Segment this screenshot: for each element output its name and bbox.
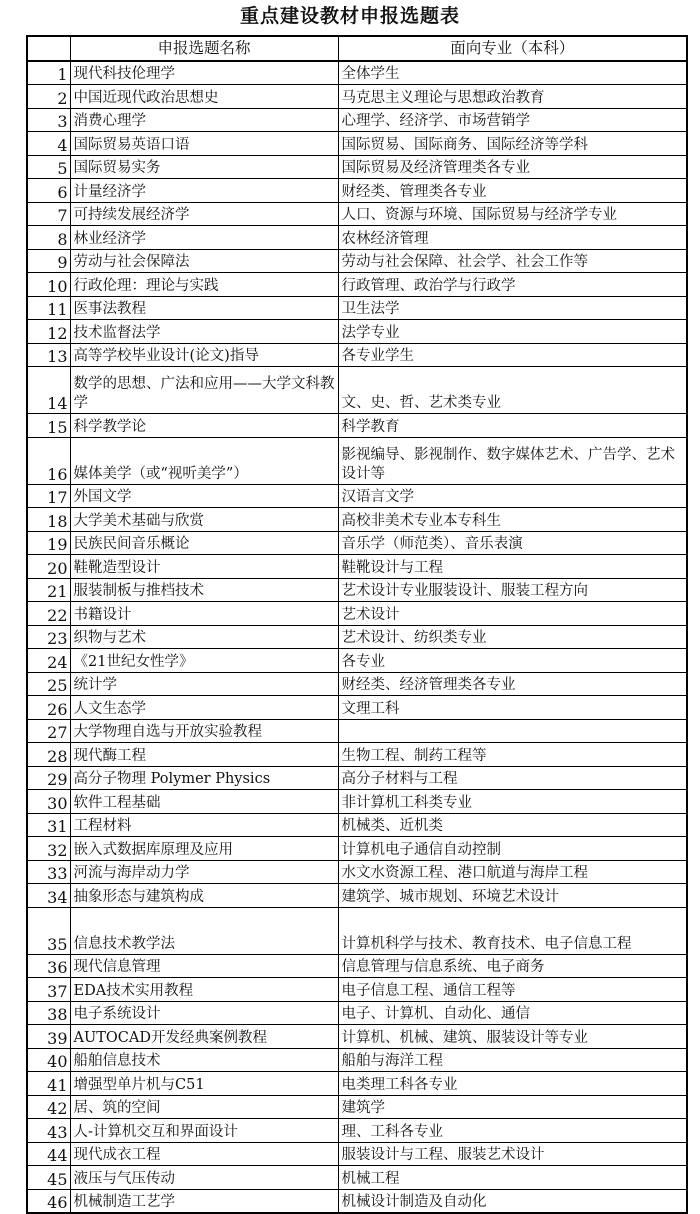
topic-name-cell: 船舶信息技术	[70, 1048, 338, 1072]
row-number: 20	[27, 555, 70, 579]
header-row	[27, 36, 687, 61]
row-number: 11	[27, 296, 70, 320]
table-row	[27, 1142, 687, 1166]
table-row	[27, 1048, 687, 1072]
topic-name-cell: 信息技术教学法	[70, 907, 338, 954]
row-number: 26	[27, 696, 70, 720]
table-row	[27, 367, 687, 414]
table-row	[27, 696, 687, 720]
table-row	[27, 672, 687, 696]
table-row	[27, 1095, 687, 1119]
topic-name-cell: 液压与气压传动	[70, 1166, 338, 1190]
target-major-cell: 劳动与社会保障、社会学、社会工作等	[338, 249, 687, 273]
target-major-cell: 机械类、近机类	[338, 813, 687, 837]
target-major-cell: 理、工科各专业	[338, 1119, 687, 1143]
row-number: 7	[27, 202, 70, 226]
row-number: 46	[27, 1189, 70, 1213]
target-major-cell: 计算机、机械、建筑、服装设计等专业	[338, 1025, 687, 1049]
target-major-cell: 马克思主义理论与思想政治教育	[338, 85, 687, 109]
target-major-cell: 水文水资源工程、港口航道与海岸工程	[338, 860, 687, 884]
target-major-cell: 艺术设计	[338, 602, 687, 626]
topic-name-cell: 民族民间音乐概论	[70, 531, 338, 555]
target-major-cell: 高校非美术专业本专科生	[338, 508, 687, 532]
topic-name-cell: 国际贸易英语口语	[70, 132, 338, 156]
row-number: 32	[27, 837, 70, 861]
target-major-cell: 音乐学（师范类）、音乐表演	[338, 531, 687, 555]
table-row	[27, 1072, 687, 1096]
row-number: 5	[27, 155, 70, 179]
target-major-cell: 艺术设计专业服装设计、服装工程方向	[338, 578, 687, 602]
table-row	[27, 508, 687, 532]
table-row	[27, 578, 687, 602]
row-number: 44	[27, 1142, 70, 1166]
table-row	[27, 61, 687, 85]
table-row	[27, 719, 687, 743]
topic-name-cell: 中国近现代政治思想史	[70, 85, 338, 109]
row-number: 31	[27, 813, 70, 837]
target-major-cell: 各专业学生	[338, 343, 687, 367]
row-number: 8	[27, 226, 70, 250]
topic-name-cell: 数学的思想、广法和应用——大学文科教学	[70, 367, 338, 414]
row-number: 27	[27, 719, 70, 743]
table-row	[27, 273, 687, 297]
table-row	[27, 649, 687, 673]
row-number: 40	[27, 1048, 70, 1072]
row-number: 16	[27, 437, 70, 484]
topic-name-cell: 软件工程基础	[70, 790, 338, 814]
topic-name-cell: 电子系统设计	[70, 1001, 338, 1025]
target-major-cell: 心理学、经济学、市场营销学	[338, 108, 687, 132]
topic-name-cell: 书籍设计	[70, 602, 338, 626]
table-row	[27, 484, 687, 508]
topic-name-cell: EDA技术实用教程	[70, 978, 338, 1002]
topic-name-cell: 林业经济学	[70, 226, 338, 250]
row-number: 41	[27, 1072, 70, 1096]
target-major-cell: 财经类、经济管理类各专业	[338, 672, 687, 696]
row-number: 9	[27, 249, 70, 273]
row-number: 18	[27, 508, 70, 532]
row-number: 21	[27, 578, 70, 602]
table-row	[27, 85, 687, 109]
row-number: 37	[27, 978, 70, 1002]
target-major-cell: 计算机科学与技术、教育技术、电子信息工程	[338, 907, 687, 954]
table-row	[27, 813, 687, 837]
target-major-cell: 电类理工科各专业	[338, 1072, 687, 1096]
table-row	[27, 625, 687, 649]
topic-name-cell: 《21世纪女性学》	[70, 649, 338, 673]
target-major-cell: 艺术设计、纺织类专业	[338, 625, 687, 649]
topic-name-cell: 服装制板与推档技术	[70, 578, 338, 602]
table-row	[27, 884, 687, 908]
target-major-cell: 文、史、哲、艺术类专业	[338, 367, 687, 414]
topic-name-cell: 大学物理自选与开放实验教程	[70, 719, 338, 743]
target-major-cell: 汉语言文学	[338, 484, 687, 508]
table-row	[27, 296, 687, 320]
table-row	[27, 249, 687, 273]
row-number: 3	[27, 108, 70, 132]
target-major-cell: 卫生法学	[338, 296, 687, 320]
target-major-cell: 财经类、管理类各专业	[338, 179, 687, 203]
topic-name-cell: 现代成衣工程	[70, 1142, 338, 1166]
row-number: 42	[27, 1095, 70, 1119]
target-major-cell: 各专业	[338, 649, 687, 673]
topic-table	[26, 35, 688, 1214]
row-number: 25	[27, 672, 70, 696]
target-major-cell: 高分子材料与工程	[338, 766, 687, 790]
row-number: 43	[27, 1119, 70, 1143]
target-major-cell: 机械设计制造及自动化	[338, 1189, 687, 1213]
table-row	[27, 179, 687, 203]
topic-name-cell: 人文生态学	[70, 696, 338, 720]
target-major-cell: 服装设计与工程、服装艺术设计	[338, 1142, 687, 1166]
topic-name-cell: 现代酶工程	[70, 743, 338, 767]
table-row	[27, 226, 687, 250]
table-row	[27, 1025, 687, 1049]
table-row	[27, 1119, 687, 1143]
topic-name-cell: 统计学	[70, 672, 338, 696]
table-row	[27, 602, 687, 626]
topic-name-cell: AUTOCAD开发经典案例教程	[70, 1025, 338, 1049]
topic-name-cell: 增强型单片机与C51	[70, 1072, 338, 1096]
topic-name-cell: 人-计算机交互和界面设计	[70, 1119, 338, 1143]
topic-name-cell: 大学美术基础与欣赏	[70, 508, 338, 532]
table-row	[27, 414, 687, 438]
target-major-cell: 生物工程、制药工程等	[338, 743, 687, 767]
topic-name-cell: 抽象形态与建筑构成	[70, 884, 338, 908]
table-row	[27, 1189, 687, 1213]
table-row	[27, 790, 687, 814]
header-number	[27, 36, 70, 61]
table-row	[27, 155, 687, 179]
target-major-cell: 人口、资源与环境、国际贸易与经济学专业	[338, 202, 687, 226]
topic-name-cell: 嵌入式数据库原理及应用	[70, 837, 338, 861]
target-major-cell: 机械工程	[338, 1166, 687, 1190]
table-body	[27, 61, 687, 1213]
row-number: 15	[27, 414, 70, 438]
row-number: 35	[27, 907, 70, 954]
topic-name-cell: 高分子物理 Polymer Physics	[70, 766, 338, 790]
target-major-cell: 鞋靴设计与工程	[338, 555, 687, 579]
target-major-cell: 信息管理与信息系统、电子商务	[338, 954, 687, 978]
table-row	[27, 837, 687, 861]
topic-name-cell: 技术监督法学	[70, 320, 338, 344]
page-title: 重点建设教材申报选题表	[239, 5, 460, 27]
table-row	[27, 766, 687, 790]
row-number: 30	[27, 790, 70, 814]
row-number: 34	[27, 884, 70, 908]
row-number: 4	[27, 132, 70, 156]
topic-name-cell: 机械制造工艺学	[70, 1189, 338, 1213]
topic-name-cell: 鞋靴造型设计	[70, 555, 338, 579]
topic-name-cell: 外国文学	[70, 484, 338, 508]
row-number: 2	[27, 85, 70, 109]
table-row	[27, 531, 687, 555]
table-row	[27, 343, 687, 367]
target-major-cell: 电子、计算机、自动化、通信	[338, 1001, 687, 1025]
table-row	[27, 978, 687, 1002]
target-major-cell: 建筑学	[338, 1095, 687, 1119]
target-major-cell: 农林经济管理	[338, 226, 687, 250]
target-major-cell: 文理工科	[338, 696, 687, 720]
topic-name-cell: 可持续发展经济学	[70, 202, 338, 226]
row-number: 22	[27, 602, 70, 626]
target-major-cell: 影视编导、影视制作、数字媒体艺术、广告学、艺术设计等	[338, 437, 687, 484]
topic-name-cell: 工程材料	[70, 813, 338, 837]
target-major-cell: 国际贸易、国际商务、国际经济等学科	[338, 132, 687, 156]
header-target-major: 面向专业（本科）	[338, 36, 687, 61]
table-row	[27, 860, 687, 884]
target-major-cell: 科学教育	[338, 414, 687, 438]
table-row	[27, 108, 687, 132]
topic-name-cell: 织物与艺术	[70, 625, 338, 649]
row-number: 12	[27, 320, 70, 344]
target-major-cell: 船舶与海洋工程	[338, 1048, 687, 1072]
target-major-cell: 全体学生	[338, 61, 687, 85]
target-major-cell: 国际贸易及经济管理类各专业	[338, 155, 687, 179]
table-row	[27, 132, 687, 156]
topic-name-cell: 河流与海岸动力学	[70, 860, 338, 884]
topic-name-cell: 劳动与社会保障法	[70, 249, 338, 273]
target-major-cell: 行政管理、政治学与行政学	[338, 273, 687, 297]
topic-name-cell: 现代科技伦理学	[70, 61, 338, 85]
topic-name-cell: 行政伦理：理论与实践	[70, 273, 338, 297]
table-row	[27, 954, 687, 978]
target-major-cell: 电子信息工程、通信工程等	[338, 978, 687, 1002]
topic-name-cell: 居、筑的空间	[70, 1095, 338, 1119]
target-major-cell: 建筑学、城市规划、环境艺术设计	[338, 884, 687, 908]
target-major-cell: 法学专业	[338, 320, 687, 344]
table-row	[27, 437, 687, 484]
row-number: 38	[27, 1001, 70, 1025]
topic-name-cell: 计量经济学	[70, 179, 338, 203]
topic-name-cell: 媒体美学（或“视听美学”）	[70, 437, 338, 484]
row-number: 13	[27, 343, 70, 367]
topic-name-cell: 现代信息管理	[70, 954, 338, 978]
table-row	[27, 907, 687, 954]
table-row	[27, 555, 687, 579]
header-topic-name: 申报选题名称	[70, 36, 338, 61]
target-major-cell	[338, 719, 687, 743]
row-number: 29	[27, 766, 70, 790]
row-number: 14	[27, 367, 70, 414]
table-row	[27, 1001, 687, 1025]
topic-name-cell: 消费心理学	[70, 108, 338, 132]
row-number: 33	[27, 860, 70, 884]
row-number: 19	[27, 531, 70, 555]
table-row	[27, 202, 687, 226]
table-row	[27, 743, 687, 767]
topic-name-cell: 医事法教程	[70, 296, 338, 320]
row-number: 45	[27, 1166, 70, 1190]
row-number: 6	[27, 179, 70, 203]
row-number: 17	[27, 484, 70, 508]
topic-name-cell: 高等学校毕业设计(论文)指导	[70, 343, 338, 367]
row-number: 28	[27, 743, 70, 767]
row-number: 39	[27, 1025, 70, 1049]
target-major-cell: 计算机电子通信自动控制	[338, 837, 687, 861]
target-major-cell: 非计算机工科类专业	[338, 790, 687, 814]
topic-name-cell: 科学教学论	[70, 414, 338, 438]
row-number: 36	[27, 954, 70, 978]
row-number: 24	[27, 649, 70, 673]
row-number: 1	[27, 61, 70, 85]
row-number: 10	[27, 273, 70, 297]
table-row	[27, 320, 687, 344]
table-row	[27, 1166, 687, 1190]
topic-name-cell: 国际贸易实务	[70, 155, 338, 179]
row-number: 23	[27, 625, 70, 649]
